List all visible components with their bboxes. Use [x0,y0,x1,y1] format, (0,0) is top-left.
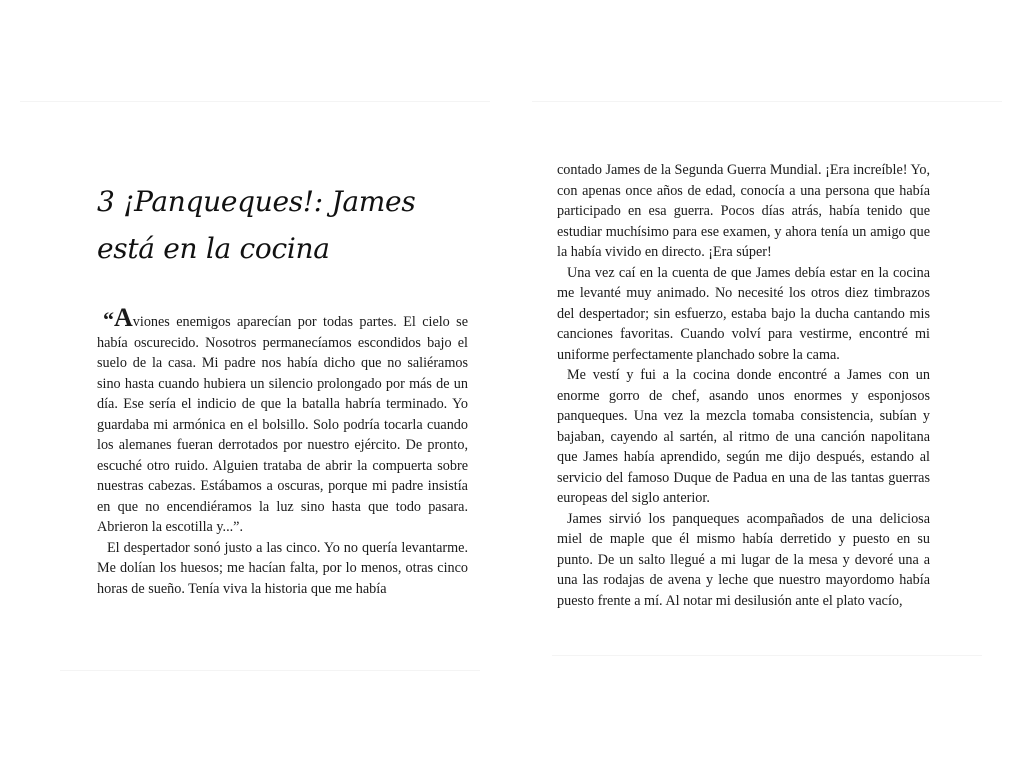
paragraph-text: viones enemigos aparecían por todas partes. El cielo se había oscurecido. Nosotros permanecíamos escondidos bajo el suelo de la casa. Mi padre nos había dicho que no saliéramos sino hasta cuando hubiera un silencio prolongado por más de un día. Ese sería el indicio de que la batalla habría terminado. Yo guardaba mi armónica en el bolsillo. Solo podría tocarla cuando los alemanes fueran derrotados por nuestro ejército. De pronto, escuché otro ruido. Alguien trataba de abrir la compuerta sobre nuestras cabezas. Estábamos a oscuras, porque mi padre insistía en que no encendiéramos la luz sino hasta que todo pasara. Abrieron la escotilla y...”. [97,314,468,535]
chapter-title: 3 ¡Panqueques!: James está en la cocina [97,185,416,265]
paragraph: contado James de la Segunda Guerra Mundial. ¡Era increíble! Yo, con apenas once años de edad, conocía a una persona que había participado en esa guerra. Pocos días atrás, había tenido que estudiar muchísimo para ese examen, y ahora tenía un amigo que la había vivido en directo. ¡Era súper! [557,162,930,260]
header-rule-right [532,101,1002,102]
footer-rule-right [552,655,982,656]
drop-cap: A [114,303,133,332]
paragraph: James sirvió los panqueques acompañados de una deliciosa miel de maple que él mismo había derretido y puesto en su punto. De un salto llegué a mi lugar de la mesa y devoré una a una las rodajas de avena y leche que nuestro mayordomo había puesto frente a mí. Al notar mi desilusión ante el plato vacío, [557,510,930,609]
footer-rule-left [60,670,480,671]
opening-paragraph [97,303,468,538]
header-rule-left [20,101,490,102]
right-page-text [557,160,930,611]
opening-quote-mark: “ [103,307,114,332]
paragraph: Una vez caí en la cuenta de que James debía estar en la cocina me levanté muy animado. No necesité los otros diez timbrazos del despertador; sin esfuerzo, estaba bajo la ducha cantando mis canciones favoritas. Cuando volví para vestirme, encontré mi uniforme perfectamente planchado sobre la cama. [557,264,930,363]
paragraph: El despertador sonó justo a las cinco. Yo no quería levantarme. Me dolían los huesos; me hacían falta, por lo menos, otras cinco horas de sueño. Tenía viva la historia que me había [97,539,468,597]
left-page-text [97,303,468,599]
paragraph: Me vestí y fui a la cocina donde encontré a James con un enorme gorro de chef, asando unos enormes y esponjosos panqueques. Una vez la mezcla tomaba consistencia, subían y bajaban, cayendo al sartén, al ritmo de una canción napolitana que James había aprendido, según me dijo después, estando al servicio del famoso Duque de Padua en una de las tantas guerras europeas del siglo anterior. [557,367,930,506]
